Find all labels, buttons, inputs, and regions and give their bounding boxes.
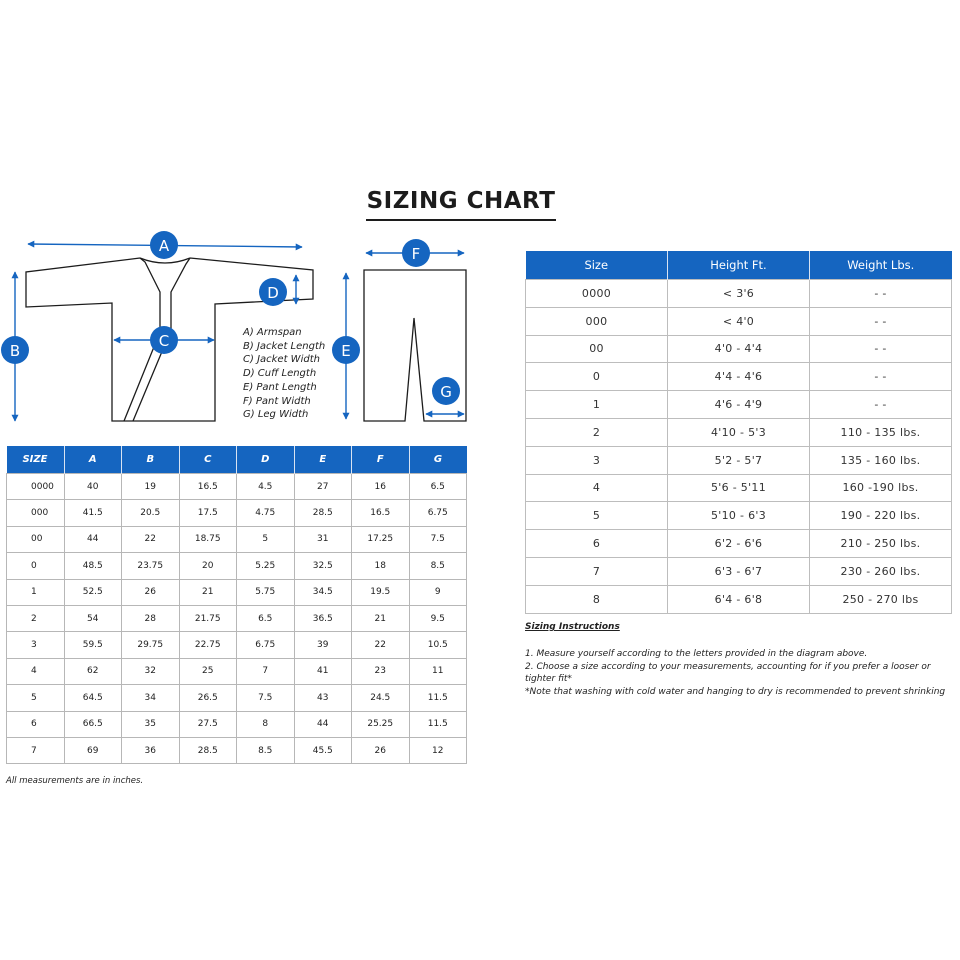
size-guide-cell: < 4'0 — [668, 307, 810, 335]
measurements-cell: 1 — [7, 579, 65, 605]
measurements-header-cell: F — [352, 446, 410, 474]
measurements-footnote: All measurements are in inches. — [6, 776, 144, 786]
measurements-header-cell: SIZE — [7, 446, 65, 474]
measurements-cell: 4 — [7, 658, 65, 684]
size-guide-cell: 3 — [526, 446, 668, 474]
size-guide-cell: 5'2 - 5'7 — [668, 446, 810, 474]
measurements-cell: 11.5 — [409, 711, 467, 737]
measurements-cell: 28.5 — [179, 737, 237, 763]
marker-g-label: G — [440, 383, 452, 401]
measurements-cell: 22.75 — [179, 632, 237, 658]
size-guide-row — [526, 307, 952, 335]
marker-d-label: D — [267, 284, 279, 302]
measurements-cell: 4.5 — [237, 474, 295, 500]
measurements-cell: 54 — [64, 605, 122, 631]
measurements-cell: 19.5 — [352, 579, 410, 605]
size-guide-row — [526, 474, 952, 502]
measurements-header-cell: E — [294, 446, 352, 474]
measurements-cell: 41.5 — [64, 500, 122, 526]
measurements-cell: 22 — [352, 632, 410, 658]
measurement-legend — [243, 326, 325, 422]
size-guide-cell: 1 — [526, 391, 668, 419]
size-guide-row — [526, 363, 952, 391]
measurements-row — [7, 553, 467, 579]
size-guide-cell: 5 — [526, 502, 668, 530]
measurements-cell: 11 — [409, 658, 467, 684]
size-guide-header-row — [526, 251, 952, 280]
marker-b-label: B — [9, 342, 21, 360]
measurements-cell: 18.75 — [179, 526, 237, 552]
size-guide-cell: 4'4 - 4'6 — [668, 363, 810, 391]
measurements-cell: 44 — [294, 711, 352, 737]
measurements-cell: 34.5 — [294, 579, 352, 605]
size-guide-table — [525, 251, 952, 614]
measurements-row — [7, 632, 467, 658]
measurements-cell: 20.5 — [122, 500, 180, 526]
measurements-header-cell: A — [64, 446, 122, 474]
size-guide-cell: - - — [810, 307, 952, 335]
measurements-cell: 41 — [294, 658, 352, 684]
measurements-cell: 17.5 — [179, 500, 237, 526]
size-guide-header-cell: Size — [526, 251, 668, 280]
instruction-line-3: *Note that washing with cold water and hanging to dry is recommended to prevent shrinking — [525, 686, 946, 697]
marker-a-label: A — [158, 237, 170, 255]
size-guide-cell: 6'4 - 6'8 — [668, 585, 810, 613]
measurements-row — [7, 605, 467, 631]
measurements-cell: 6.5 — [237, 605, 295, 631]
measurements-cell: 23 — [352, 658, 410, 684]
measurements-cell: 17.25 — [352, 526, 410, 552]
size-guide-cell: 5'6 - 5'11 — [668, 474, 810, 502]
measurements-cell: 35 — [122, 711, 180, 737]
size-guide-cell: 6'3 - 6'7 — [668, 557, 810, 585]
measurements-cell: 66.5 — [64, 711, 122, 737]
measurements-header-cell: B — [122, 446, 180, 474]
measurements-cell: 7.5 — [409, 526, 467, 552]
size-guide-header-cell: Weight Lbs. — [810, 251, 952, 280]
measurements-cell: 29.75 — [122, 632, 180, 658]
measurements-cell: 32 — [122, 658, 180, 684]
size-guide-cell: 0000 — [526, 280, 668, 308]
measurements-cell: 9.5 — [409, 605, 467, 631]
measurements-cell: 0000 — [7, 474, 65, 500]
size-guide-cell: 230 - 260 lbs. — [810, 557, 952, 585]
measurements-cell: 5 — [7, 685, 65, 711]
size-guide-cell: < 3'6 — [668, 280, 810, 308]
measurements-cell: 44 — [64, 526, 122, 552]
measurements-cell: 8.5 — [409, 553, 467, 579]
title-underline — [366, 219, 556, 221]
measurements-cell: 34 — [122, 685, 180, 711]
measurements-cell: 6.75 — [237, 632, 295, 658]
measurements-cell: 28 — [122, 605, 180, 631]
measurements-cell: 21 — [352, 605, 410, 631]
measurements-cell: 16.5 — [179, 474, 237, 500]
measurements-cell: 22 — [122, 526, 180, 552]
legend-cuff-length: D) Cuff Length — [243, 368, 317, 380]
measurements-cell: 36.5 — [294, 605, 352, 631]
measurements-cell: 31 — [294, 526, 352, 552]
measurements-cell: 24.5 — [352, 685, 410, 711]
measurements-row — [7, 658, 467, 684]
measurements-cell: 8.5 — [237, 737, 295, 763]
measurements-header-row — [7, 446, 467, 474]
measurements-row — [7, 500, 467, 526]
measurements-cell: 6.5 — [409, 474, 467, 500]
measurements-cell: 40 — [64, 474, 122, 500]
measurements-cell: 5 — [237, 526, 295, 552]
size-guide-cell: 6 — [526, 530, 668, 558]
measurements-cell: 0 — [7, 553, 65, 579]
measurements-header-cell: C — [179, 446, 237, 474]
measurements-cell: 27 — [294, 474, 352, 500]
instruction-line-1: 1. Measure yourself according to the letters provided in the diagram above. — [525, 649, 868, 659]
measurements-cell: 000 — [7, 500, 65, 526]
size-guide-cell: - - — [810, 391, 952, 419]
measurements-row — [7, 526, 467, 552]
measurements-cell: 64.5 — [64, 685, 122, 711]
size-guide-row — [526, 585, 952, 613]
size-guide-row — [526, 391, 952, 419]
measurements-cell: 32.5 — [294, 553, 352, 579]
size-guide-row — [526, 446, 952, 474]
measurements-cell: 6 — [7, 711, 65, 737]
measurements-cell: 18 — [352, 553, 410, 579]
size-guide-cell: 4'0 - 4'4 — [668, 335, 810, 363]
size-guide-row — [526, 530, 952, 558]
marker-f-label: F — [411, 245, 421, 263]
legend-jacket-width: C) Jacket Width — [243, 354, 320, 366]
size-guide-cell: 4 — [526, 474, 668, 502]
measurements-cell: 2 — [7, 605, 65, 631]
measurements-cell: 23.75 — [122, 553, 180, 579]
legend-leg-width: G) Leg Width — [243, 409, 309, 421]
measurements-cell: 69 — [64, 737, 122, 763]
marker-c-label: C — [158, 332, 170, 350]
measurements-cell: 26.5 — [179, 685, 237, 711]
size-guide-header-cell: Height Ft. — [668, 251, 810, 280]
measurements-header-cell: D — [237, 446, 295, 474]
size-guide-cell: 190 - 220 lbs. — [810, 502, 952, 530]
size-guide-cell: 7 — [526, 557, 668, 585]
measurements-cell: 45.5 — [294, 737, 352, 763]
measurements-row — [7, 685, 467, 711]
measurements-cell: 10.5 — [409, 632, 467, 658]
legend-pant-length: E) Pant Length — [243, 381, 317, 393]
measurements-cell: 20 — [179, 553, 237, 579]
instructions-heading: Sizing Instructions — [525, 622, 620, 632]
garment-diagram — [0, 225, 480, 435]
measurements-cell: 7.5 — [237, 685, 295, 711]
size-guide-cell: - - — [810, 363, 952, 391]
measurements-cell: 12 — [409, 737, 467, 763]
measurements-cell: 27.5 — [179, 711, 237, 737]
size-guide-cell: 2 — [526, 418, 668, 446]
size-guide-cell: 6'2 - 6'6 — [668, 530, 810, 558]
size-guide-row — [526, 280, 952, 308]
measurements-cell: 39 — [294, 632, 352, 658]
instructions-text — [525, 648, 960, 698]
size-guide-cell: - - — [810, 335, 952, 363]
measurements-cell: 26 — [352, 737, 410, 763]
measurements-cell: 7 — [237, 658, 295, 684]
measurements-cell: 21 — [179, 579, 237, 605]
measurements-cell: 62 — [64, 658, 122, 684]
size-guide-row — [526, 335, 952, 363]
size-guide-cell: 110 - 135 lbs. — [810, 418, 952, 446]
size-guide-cell: 250 - 270 lbs — [810, 585, 952, 613]
size-guide-cell: 000 — [526, 307, 668, 335]
size-guide-cell: 5'10 - 6'3 — [668, 502, 810, 530]
marker-e-label: E — [341, 342, 351, 360]
measurements-cell: 21.75 — [179, 605, 237, 631]
measurements-row — [7, 737, 467, 763]
measurements-cell: 36 — [122, 737, 180, 763]
measurements-cell: 6.75 — [409, 500, 467, 526]
measurements-cell: 19 — [122, 474, 180, 500]
measurements-cell: 52.5 — [64, 579, 122, 605]
size-guide-cell: 0 — [526, 363, 668, 391]
size-guide-cell: 4'6 - 4'9 — [668, 391, 810, 419]
legend-pant-width: F) Pant Width — [243, 395, 311, 407]
page-title: SIZING CHART — [366, 188, 556, 214]
size-guide-cell: 210 - 250 lbs. — [810, 530, 952, 558]
measurements-header-cell: G — [409, 446, 467, 474]
measurements-cell: 9 — [409, 579, 467, 605]
measurements-table — [6, 446, 467, 764]
measurements-cell: 5.25 — [237, 553, 295, 579]
size-guide-cell: 00 — [526, 335, 668, 363]
measurements-cell: 48.5 — [64, 553, 122, 579]
size-guide-row — [526, 418, 952, 446]
measurements-cell: 8 — [237, 711, 295, 737]
measurements-cell: 00 — [7, 526, 65, 552]
measurements-cell: 5.75 — [237, 579, 295, 605]
measurements-cell: 25.25 — [352, 711, 410, 737]
size-guide-row — [526, 557, 952, 585]
legend-armspan: A) Armspan — [243, 327, 302, 338]
measurements-cell: 11.5 — [409, 685, 467, 711]
size-guide-cell: 135 - 160 lbs. — [810, 446, 952, 474]
measurements-cell: 59.5 — [64, 632, 122, 658]
measurements-row — [7, 474, 467, 500]
size-guide-row — [526, 502, 952, 530]
legend-jacket-length: B) Jacket Length — [243, 340, 326, 352]
size-guide-cell: 4'10 - 5'3 — [668, 418, 810, 446]
measurements-cell: 3 — [7, 632, 65, 658]
measurements-row — [7, 579, 467, 605]
size-guide-cell: - - — [810, 280, 952, 308]
measurements-cell: 26 — [122, 579, 180, 605]
size-guide-cell: 8 — [526, 585, 668, 613]
measurements-cell: 16.5 — [352, 500, 410, 526]
measurements-cell: 28.5 — [294, 500, 352, 526]
measurements-cell: 4.75 — [237, 500, 295, 526]
instruction-line-2: 2. Choose a size according to your measurements, accounting for if you prefer a looser or tighter fit* — [525, 661, 931, 684]
size-guide-cell: 160 -190 lbs. — [810, 474, 952, 502]
measurements-cell: 7 — [7, 737, 65, 763]
measurements-cell: 16 — [352, 474, 410, 500]
measurements-cell: 25 — [179, 658, 237, 684]
measurements-row — [7, 711, 467, 737]
measurements-cell: 43 — [294, 685, 352, 711]
